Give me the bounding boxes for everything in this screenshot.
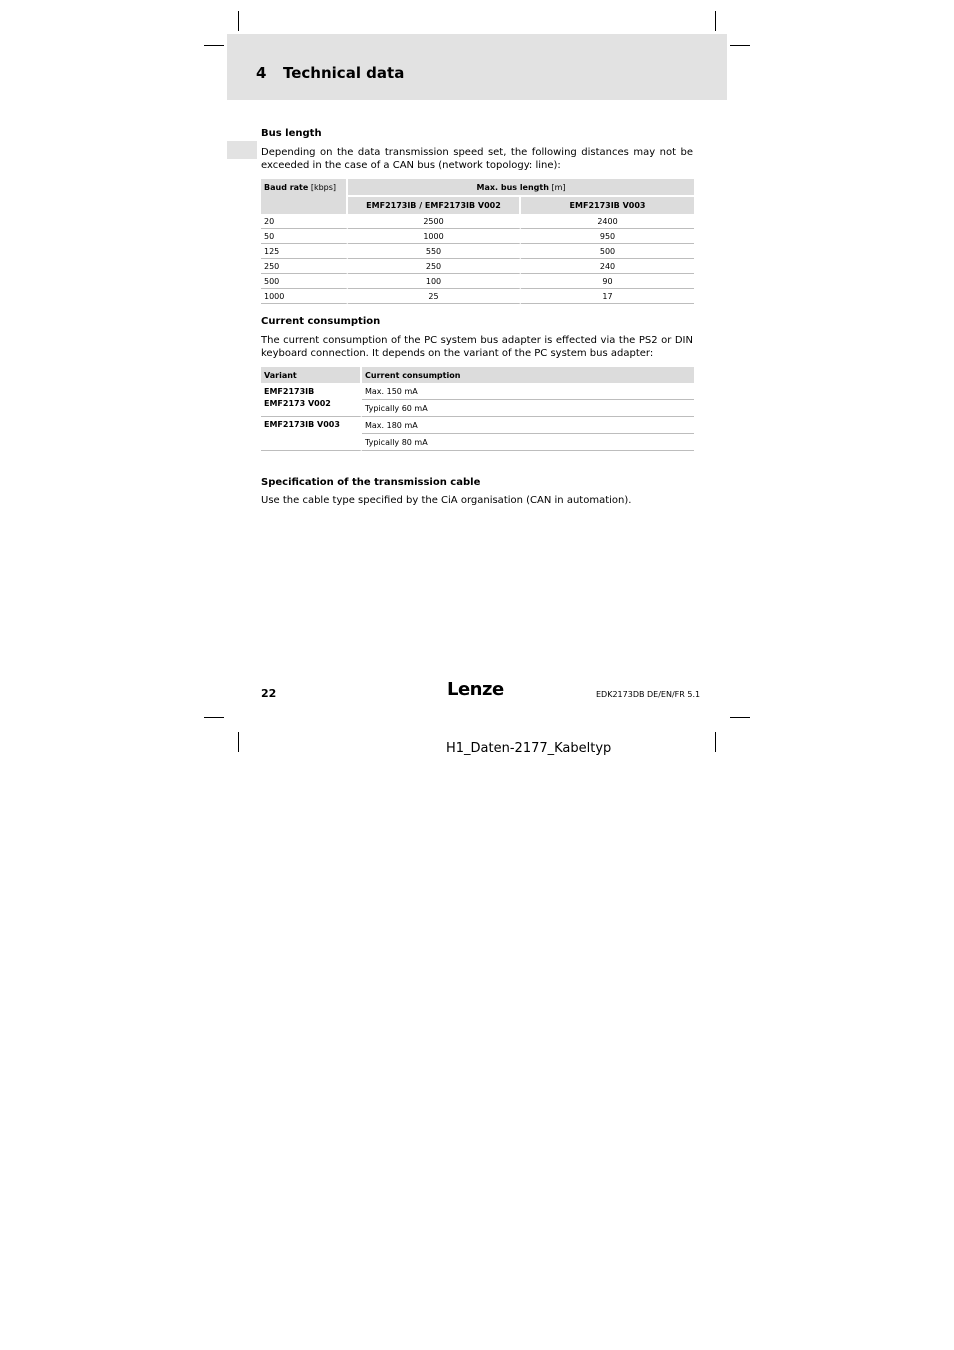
variant-cell: EMF2173IB EMF2173 V002 [261, 383, 362, 417]
bus-length-heading: Bus length [261, 128, 322, 139]
crop-mark [204, 45, 224, 46]
table-row: EMF2173IB EMF2173 V002 Max. 150 mA [261, 383, 694, 400]
crop-mark [204, 717, 224, 718]
subheader-v003: EMF2173IB V003 [521, 197, 694, 214]
crop-mark [238, 732, 239, 752]
current-consumption-heading: Current consumption [261, 316, 381, 327]
table-row: 250 250 240 [261, 259, 694, 274]
cable-spec-heading: Specification of the transmission cable [261, 477, 481, 488]
crop-mark [715, 732, 716, 752]
table-row: Typically 60 mA [261, 400, 694, 417]
table-row: 1000 25 17 [261, 289, 694, 304]
table-row: 500 100 90 [261, 274, 694, 289]
current-consumption-header: Current consumption [362, 367, 694, 383]
cable-spec-text: Use the cable type specified by the CiA organisation (CAN in automation). [261, 495, 632, 506]
table-row: EMF2173IB V003 Max. 180 mA [261, 417, 694, 434]
chapter-number: 4 [256, 64, 267, 82]
table-row: 50 1000 950 [261, 229, 694, 244]
crop-mark [730, 717, 750, 718]
image-caption: H1_Daten-2177_Kabeltyp [446, 741, 612, 756]
page-number: 22 [261, 687, 277, 700]
variant-cell: EMF2173IB V003 [261, 417, 362, 451]
bus-length-text: Depending on the data transmission speed set, the following distances may not be exceeded in the case of a CAN bus (network topology: line): [261, 147, 693, 171]
table-row: Typically 80 mA [261, 434, 694, 451]
baud-rate-header: Baud rate [kbps] [261, 179, 348, 214]
table-row: 125 550 500 [261, 244, 694, 259]
table-row: 20 2500 2400 [261, 214, 694, 229]
crop-mark [715, 11, 716, 31]
current-consumption-text: The current consumption of the PC system bus adapter is effected via the PS2 or DIN keyboard connection. It depends on the variant of the PC system bus adapter: [261, 335, 693, 359]
max-bus-length-header: Max. bus length [m] [348, 179, 694, 197]
subheader-v002: EMF2173IB / EMF2173IB V002 [348, 197, 521, 214]
lenze-logo: Lenze [447, 679, 504, 700]
side-tab-marker [227, 141, 257, 159]
variant-header: Variant [261, 367, 362, 383]
crop-mark [730, 45, 750, 46]
bus-length-table [261, 179, 693, 304]
crop-mark [238, 11, 239, 31]
current-consumption-table [261, 367, 693, 451]
document-id: EDK2173DB DE/EN/FR 5.1 [596, 690, 701, 699]
chapter-title: Technical data [283, 64, 405, 82]
